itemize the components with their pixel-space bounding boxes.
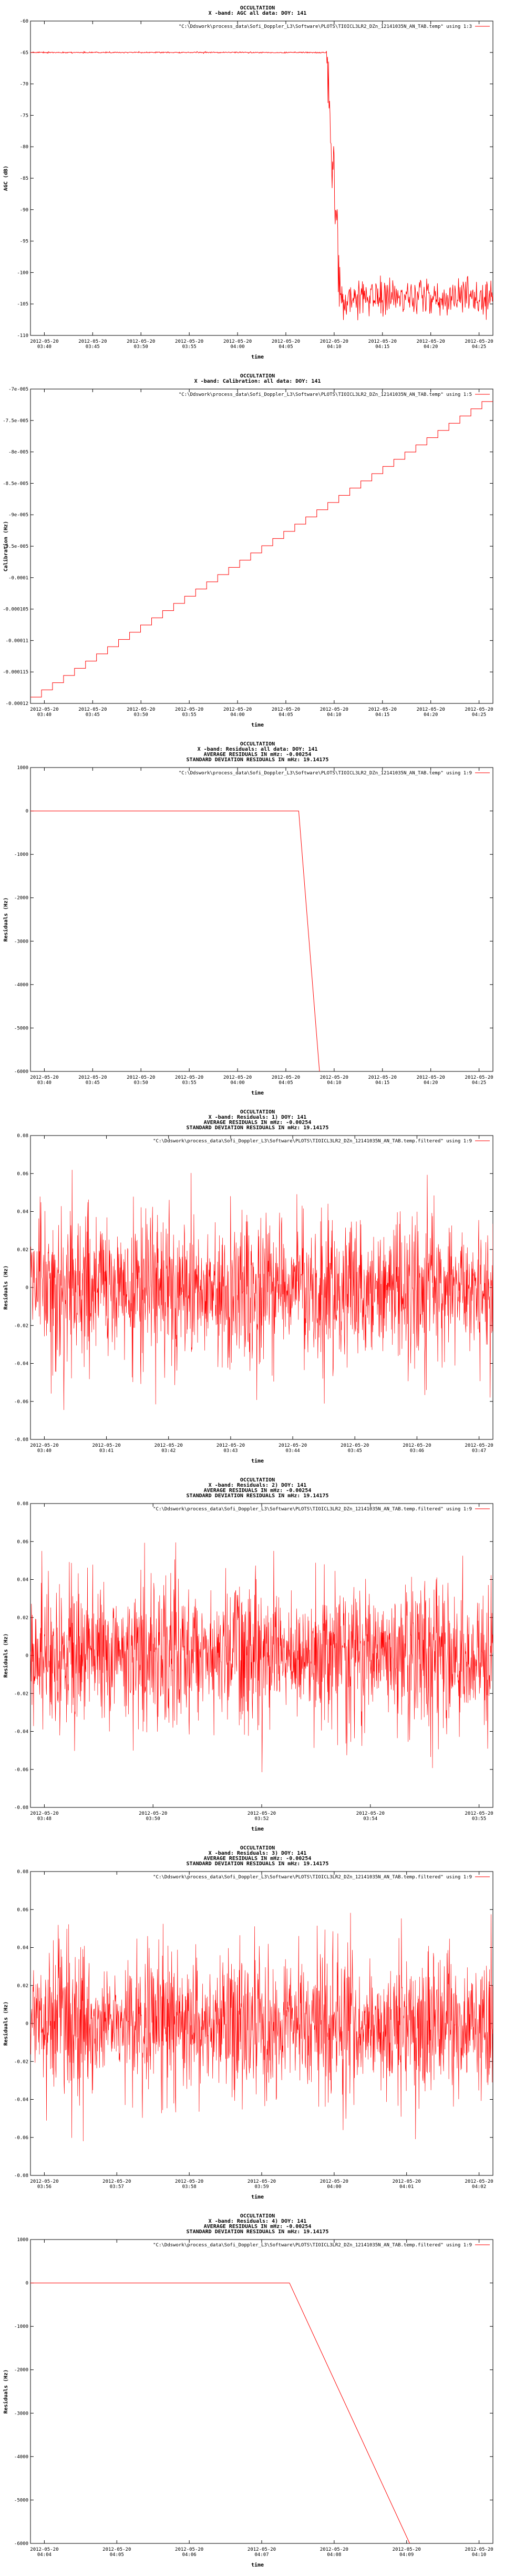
y-tick-label: 0.08: [17, 1869, 28, 1875]
x-tick-label: 03:42: [161, 1448, 176, 1454]
x-tick-label: 03:54: [363, 1816, 378, 1822]
y-tick-label: -0.02: [14, 1323, 28, 1329]
y-tick-label: -9e-005: [8, 513, 28, 518]
y-tick-label: -70: [19, 81, 28, 87]
chart-title-line: AVERAGE RESIDUALS IN mHz: -0.00254: [203, 1856, 312, 1862]
y-tick-label: -60: [19, 19, 28, 24]
x-tick-label: 2012-05-20: [465, 707, 493, 712]
x-tick-label: 2012-05-20: [465, 339, 493, 344]
x-tick-label: 04:15: [375, 712, 390, 718]
x-tick-label: 2012-05-20: [320, 1075, 348, 1080]
x-tick-label: 2012-05-20: [465, 2179, 493, 2184]
y-tick-label: -0.04: [14, 2097, 28, 2103]
series-line: [30, 1913, 493, 2141]
x-tick-label: 2012-05-20: [223, 1075, 252, 1080]
x-tick-label: 03:45: [85, 1080, 100, 1086]
y-tick-label: 0: [25, 1653, 28, 1659]
x-tick-label: 03:57: [109, 2184, 124, 2190]
x-tick-label: 03:50: [133, 1080, 148, 1086]
y-tick-label: -9.5e-005: [3, 544, 28, 549]
y-tick-label: -95: [19, 239, 28, 244]
x-tick-label: 03:58: [182, 2184, 197, 2190]
chart-svg: [0, 1840, 515, 2208]
y-tick-label: 0.02: [17, 1247, 28, 1253]
y-tick-label: 0.08: [17, 1133, 28, 1139]
x-tick-label: 04:05: [109, 2552, 124, 2558]
x-tick-label: 2012-05-20: [78, 339, 107, 344]
y-tick-label: 1000: [17, 2237, 28, 2243]
chart-title-line: AVERAGE RESIDUALS IN mHz: -0.00254: [203, 2224, 312, 2230]
plot-frame: [30, 2240, 493, 2543]
chart-svg: [0, 1472, 515, 1840]
x-tick-label: 04:00: [230, 1080, 245, 1086]
chart-panel-4: [0, 1104, 515, 1472]
x-tick-label: 04:07: [254, 2552, 269, 2558]
x-tick-label: 04:06: [182, 2552, 197, 2558]
y-tick-label: 0.02: [17, 1615, 28, 1621]
x-tick-label: 2012-05-20: [403, 1443, 431, 1448]
x-tick-label: 04:20: [424, 344, 438, 350]
chart-svg: [0, 0, 515, 368]
x-tick-label: 04:10: [327, 344, 342, 350]
x-tick-label: 2012-05-20: [356, 1811, 385, 1816]
chart-title-line: X -band: Residuals: 4) DOY: 141: [208, 2219, 307, 2224]
y-tick-label: -3000: [14, 939, 28, 945]
x-tick-label: 03:50: [133, 712, 148, 718]
y-tick-label: 0.02: [17, 1983, 28, 1989]
x-tick-label: 2012-05-20: [30, 1443, 59, 1448]
y-tick-label: -0.000105: [3, 607, 28, 612]
x-tick-label: 2012-05-20: [127, 1075, 156, 1080]
x-tick-label: 2012-05-20: [416, 707, 445, 712]
x-tick-label: 03:44: [285, 1448, 300, 1454]
x-tick-label: 2012-05-20: [139, 1811, 168, 1816]
y-tick-label: 0.06: [17, 1539, 28, 1545]
y-tick-label: -110: [17, 333, 28, 339]
y-tick-label: -0.02: [14, 2059, 28, 2065]
x-tick-label: 2012-05-20: [320, 2179, 348, 2184]
x-tick-label: 03:45: [85, 344, 100, 350]
x-tick-label: 2012-05-20: [368, 1075, 397, 1080]
y-tick-label: 0: [25, 2021, 28, 2027]
y-tick-label: -0.06: [14, 2135, 28, 2141]
y-tick-label: -80: [19, 145, 28, 150]
chart-title-line: AVERAGE RESIDUALS IN mHz: -0.00254: [203, 1120, 312, 1126]
x-tick-label: 2012-05-20: [30, 2547, 59, 2552]
y-tick-label: -7.5e-005: [3, 418, 28, 424]
x-tick-label: 2012-05-20: [278, 1443, 307, 1448]
x-tick-label: 04:25: [472, 1080, 487, 1086]
chart-panel-2: [0, 368, 515, 736]
chart-panel-5: [0, 1472, 515, 1840]
chart-title-line: AVERAGE RESIDUALS IN mHz: -0.00254: [203, 752, 312, 758]
x-tick-label: 03:40: [37, 1448, 52, 1454]
y-tick-label: -6000: [14, 1069, 28, 1075]
x-tick-label: 2012-05-20: [175, 707, 204, 712]
chart-title-line: STANDARD DEVIATION RESIDUALS IN mHz: 19.14175: [186, 757, 329, 763]
chart-title-line: X -band: Residuals: 2) DOY: 141: [208, 1483, 307, 1488]
chart-title-line: AVERAGE RESIDUALS IN mHz: -0.00254: [203, 1488, 312, 1494]
x-tick-label: 04:09: [399, 2552, 414, 2558]
series-line: [30, 402, 493, 697]
plot-frame: [30, 768, 493, 1071]
x-tick-label: 04:20: [424, 1080, 438, 1086]
x-tick-label: 2012-05-20: [465, 1075, 493, 1080]
x-tick-label: 2012-05-20: [102, 2179, 131, 2184]
chart-title-line: X -band: Residuals: 3) DOY: 141: [208, 1851, 307, 1856]
x-tick-label: 2012-05-20: [247, 2547, 276, 2552]
x-tick-label: 2012-05-20: [154, 1443, 183, 1448]
x-tick-label: 03:59: [254, 2184, 269, 2190]
chart-panel-3: [0, 736, 515, 1104]
y-tick-label: -65: [19, 50, 28, 56]
x-tick-label: 2012-05-20: [341, 1443, 369, 1448]
x-tick-label: 03:55: [182, 344, 197, 350]
x-tick-label: 03:41: [99, 1448, 114, 1454]
chart-title-line: OCCULTATION: [240, 741, 275, 747]
x-tick-label: 04:05: [279, 712, 293, 718]
x-tick-label: 03:47: [472, 1448, 487, 1454]
x-tick-label: 04:15: [375, 1080, 390, 1086]
chart-title-line: OCCULTATION: [240, 5, 275, 11]
x-tick-label: 2012-05-20: [247, 1811, 276, 1816]
y-tick-label: -1000: [14, 852, 28, 858]
y-tick-label: 0: [25, 809, 28, 814]
y-tick-label: -0.0001: [8, 575, 28, 581]
x-tick-label: 2012-05-20: [216, 1443, 245, 1448]
chart-title-line: OCCULTATION: [240, 1109, 275, 1115]
y-tick-label: -5000: [14, 2498, 28, 2503]
x-tick-label: 2012-05-20: [175, 339, 204, 344]
plot-frame: [30, 21, 493, 335]
y-tick-label: -5000: [14, 1026, 28, 1031]
x-axis-label: time: [251, 1458, 264, 1464]
x-tick-label: 04:00: [230, 344, 245, 350]
x-tick-label: 04:00: [230, 712, 245, 718]
chart-title-line: OCCULTATION: [240, 1477, 275, 1483]
x-tick-label: 2012-05-20: [271, 707, 301, 712]
x-tick-label: 04:10: [472, 2552, 487, 2558]
series-line: [30, 1542, 493, 1772]
chart-title-line: STANDARD DEVIATION RESIDUALS IN mHz: 19.14175: [186, 1493, 329, 1499]
x-tick-label: 04:25: [472, 344, 487, 350]
x-tick-label: 2012-05-20: [465, 1443, 493, 1448]
x-tick-label: 2012-05-20: [30, 339, 59, 344]
y-tick-label: -3000: [14, 2411, 28, 2417]
y-axis-label: Residuals (Hz): [3, 1265, 9, 1310]
chart-title-line: X -band: AGC all data: DOY: 141: [208, 11, 307, 16]
legend-entry: "C:\Ddswork\process_data\Sofi_Doppler_L3\Software\PLOTS\TIOICL3LR2_DZn_12141035N_AN_TAB.temp" using 1:3: [178, 24, 472, 29]
chart-panel-1: [0, 0, 515, 368]
x-tick-label: 2012-05-20: [465, 2547, 493, 2552]
x-tick-label: 2012-05-20: [416, 1075, 445, 1080]
x-tick-label: 2012-05-20: [392, 2547, 421, 2552]
x-tick-label: 04:01: [399, 2184, 414, 2190]
x-tick-label: 2012-05-20: [392, 2179, 421, 2184]
x-tick-label: 2012-05-20: [320, 707, 348, 712]
x-tick-label: 2012-05-20: [320, 339, 348, 344]
x-tick-label: 2012-05-20: [368, 339, 397, 344]
x-tick-label: 2012-05-20: [271, 339, 301, 344]
x-tick-label: 2012-05-20: [465, 1811, 493, 1816]
x-tick-label: 2012-05-20: [223, 339, 252, 344]
y-tick-label: -0.000115: [3, 670, 28, 676]
chart-title-line: STANDARD DEVIATION RESIDUALS IN mHz: 19.14175: [186, 2229, 329, 2235]
y-tick-label: -0.00012: [5, 701, 28, 707]
y-axis-label: Residuals (Hz): [3, 897, 9, 942]
x-tick-label: 2012-05-20: [320, 2547, 348, 2552]
x-tick-label: 03:55: [182, 712, 197, 718]
y-tick-label: 0.08: [17, 1501, 28, 1507]
x-tick-label: 03:45: [347, 1448, 362, 1454]
y-tick-label: -0.00011: [5, 638, 28, 644]
chart-title-line: OCCULTATION: [240, 1845, 275, 1851]
x-tick-label: 2012-05-20: [30, 707, 59, 712]
y-tick-label: -0.04: [14, 1729, 28, 1735]
chart-svg: [0, 368, 515, 736]
chart-svg: [0, 1104, 515, 1472]
y-tick-label: -0.02: [14, 1691, 28, 1697]
y-tick-label: -0.04: [14, 1361, 28, 1367]
y-tick-label: -0.06: [14, 1767, 28, 1773]
series-line: [30, 2283, 410, 2543]
x-tick-label: 2012-05-20: [92, 1443, 121, 1448]
y-axis-label: Residuals (Hz): [3, 2369, 9, 2414]
y-tick-label: 0.04: [17, 1945, 28, 1951]
y-tick-label: -90: [19, 207, 28, 213]
y-axis-label: Residuals (Hz): [3, 2001, 9, 2046]
chart-panel-7: [0, 2208, 515, 2576]
x-tick-label: 04:15: [375, 344, 390, 350]
legend-entry: "C:\Ddswork\process_data\Sofi_Doppler_L3\Software\PLOTS\TIOICL3LR2_DZn_12141035N_AN_TAB.temp.filtered" using 1:9: [153, 1139, 472, 1144]
legend-entry: "C:\Ddswork\process_data\Sofi_Doppler_L3\Software\PLOTS\TIOICL3LR2_DZn_12141035N_AN_TAB.temp" using 1:5: [178, 392, 472, 397]
y-tick-label: -8e-005: [8, 449, 28, 455]
legend-entry: "C:\Ddswork\process_data\Sofi_Doppler_L3\Software\PLOTS\TIOICL3LR2_DZn_12141035N_AN_TAB.temp" using 1:9: [178, 771, 472, 776]
x-tick-label: 03:52: [254, 1816, 269, 1822]
chart-title-line: STANDARD DEVIATION RESIDUALS IN mHz: 19.14175: [186, 1125, 329, 1131]
x-tick-label: 03:56: [37, 2184, 52, 2190]
chart-title-line: X -band: Calibration: all data: DOY: 141: [194, 379, 321, 384]
y-tick-label: -75: [19, 113, 28, 119]
y-tick-label: 0.06: [17, 1907, 28, 1913]
y-tick-label: -105: [17, 302, 28, 308]
x-tick-label: 2012-05-20: [78, 707, 107, 712]
x-tick-label: 03:55: [472, 1816, 487, 1822]
y-tick-label: -2000: [14, 895, 28, 901]
x-tick-label: 04:10: [327, 712, 342, 718]
y-tick-label: -7e-005: [8, 387, 28, 392]
x-tick-label: 03:55: [182, 1080, 197, 1086]
chart-title-line: OCCULTATION: [240, 373, 275, 379]
y-tick-label: 0: [25, 1285, 28, 1291]
series-line: [30, 51, 493, 320]
x-tick-label: 04:02: [472, 2184, 487, 2190]
y-axis-label: AGC (dB): [3, 165, 9, 191]
x-tick-label: 04:05: [279, 1080, 293, 1086]
y-tick-label: -4000: [14, 2454, 28, 2460]
x-tick-label: 03:40: [37, 1080, 52, 1086]
x-tick-label: 04:05: [279, 344, 293, 350]
series-line: [30, 1170, 493, 1410]
x-tick-label: 03:43: [223, 1448, 238, 1454]
y-axis-label: Calibration (Hz): [3, 520, 9, 572]
x-tick-label: 2012-05-20: [271, 1075, 301, 1080]
y-tick-label: -8.5e-005: [3, 481, 28, 487]
x-tick-label: 2012-05-20: [175, 2179, 204, 2184]
y-tick-label: -6000: [14, 2541, 28, 2547]
x-axis-label: time: [251, 722, 264, 728]
chart-title-line: OCCULTATION: [240, 2213, 275, 2219]
y-tick-label: -0.08: [14, 1805, 28, 1811]
legend-entry: "C:\Ddswork\process_data\Sofi_Doppler_L3\Software\PLOTS\TIOICL3LR2_DZn_12141035N_AN_TAB.temp.filtered" using 1:9: [153, 1875, 472, 1880]
x-tick-label: 04:00: [327, 2184, 342, 2190]
x-tick-label: 03:40: [37, 344, 52, 350]
series-line: [30, 811, 320, 1071]
y-axis-label: Residuals (Hz): [3, 1633, 9, 1678]
legend-entry: "C:\Ddswork\process_data\Sofi_Doppler_L3\Software\PLOTS\TIOICL3LR2_DZn_12141035N_AN_TAB.temp.filtered" using 1:9: [153, 2243, 472, 2248]
y-tick-label: -1000: [14, 2324, 28, 2330]
x-tick-label: 03:50: [146, 1816, 160, 1822]
x-tick-label: 04:04: [37, 2552, 52, 2558]
y-tick-label: -4000: [14, 982, 28, 988]
x-tick-label: 2012-05-20: [30, 1075, 59, 1080]
x-axis-label: time: [251, 2194, 264, 2200]
y-tick-label: -0.08: [14, 2173, 28, 2179]
chart-title-line: X -band: Residuals: 1) DOY: 141: [208, 1115, 307, 1120]
x-tick-label: 2012-05-20: [30, 2179, 59, 2184]
y-tick-label: -100: [17, 270, 28, 276]
x-axis-label: time: [251, 2562, 264, 2568]
x-tick-label: 03:46: [409, 1448, 424, 1454]
chart-title-line: STANDARD DEVIATION RESIDUALS IN mHz: 19.14175: [186, 1861, 329, 1867]
x-tick-label: 2012-05-20: [247, 2179, 276, 2184]
x-tick-label: 04:08: [327, 2552, 342, 2558]
x-axis-label: time: [251, 354, 264, 360]
y-tick-label: -2000: [14, 2367, 28, 2373]
x-tick-label: 03:48: [37, 1816, 52, 1822]
x-tick-label: 04:10: [327, 1080, 342, 1086]
x-tick-label: 04:25: [472, 712, 487, 718]
y-tick-label: 1000: [17, 765, 28, 771]
x-axis-label: time: [251, 1826, 264, 1832]
x-tick-label: 2012-05-20: [30, 1811, 59, 1816]
x-tick-label: 2012-05-20: [223, 707, 252, 712]
x-tick-label: 04:20: [424, 712, 438, 718]
chart-title-line: X -band: Residuals: all data: DOY: 141: [197, 747, 318, 752]
x-tick-label: 2012-05-20: [102, 2547, 131, 2552]
y-tick-label: -0.08: [14, 1437, 28, 1443]
x-tick-label: 03:45: [85, 712, 100, 718]
legend-entry: "C:\Ddswork\process_data\Sofi_Doppler_L3\Software\PLOTS\TIOICL3LR2_DZn_12141035N_AN_TAB.temp.filtered" using 1:9: [153, 1507, 472, 1512]
x-tick-label: 2012-05-20: [175, 1075, 204, 1080]
chart-panel-6: [0, 1840, 515, 2208]
chart-svg: [0, 2208, 515, 2576]
x-tick-label: 2012-05-20: [127, 339, 156, 344]
x-tick-label: 2012-05-20: [175, 2547, 204, 2552]
x-axis-label: time: [251, 1090, 264, 1096]
chart-svg: [0, 736, 515, 1104]
y-tick-label: -85: [19, 176, 28, 181]
y-tick-label: 0.04: [17, 1577, 28, 1583]
x-tick-label: 2012-05-20: [78, 1075, 107, 1080]
x-tick-label: 2012-05-20: [416, 339, 445, 344]
x-tick-label: 03:40: [37, 712, 52, 718]
y-tick-label: 0: [25, 2281, 28, 2286]
y-tick-label: 0.04: [17, 1209, 28, 1215]
x-tick-label: 2012-05-20: [127, 707, 156, 712]
x-tick-label: 2012-05-20: [368, 707, 397, 712]
x-tick-label: 03:50: [133, 344, 148, 350]
y-tick-label: -0.06: [14, 1399, 28, 1405]
y-tick-label: 0.06: [17, 1171, 28, 1177]
